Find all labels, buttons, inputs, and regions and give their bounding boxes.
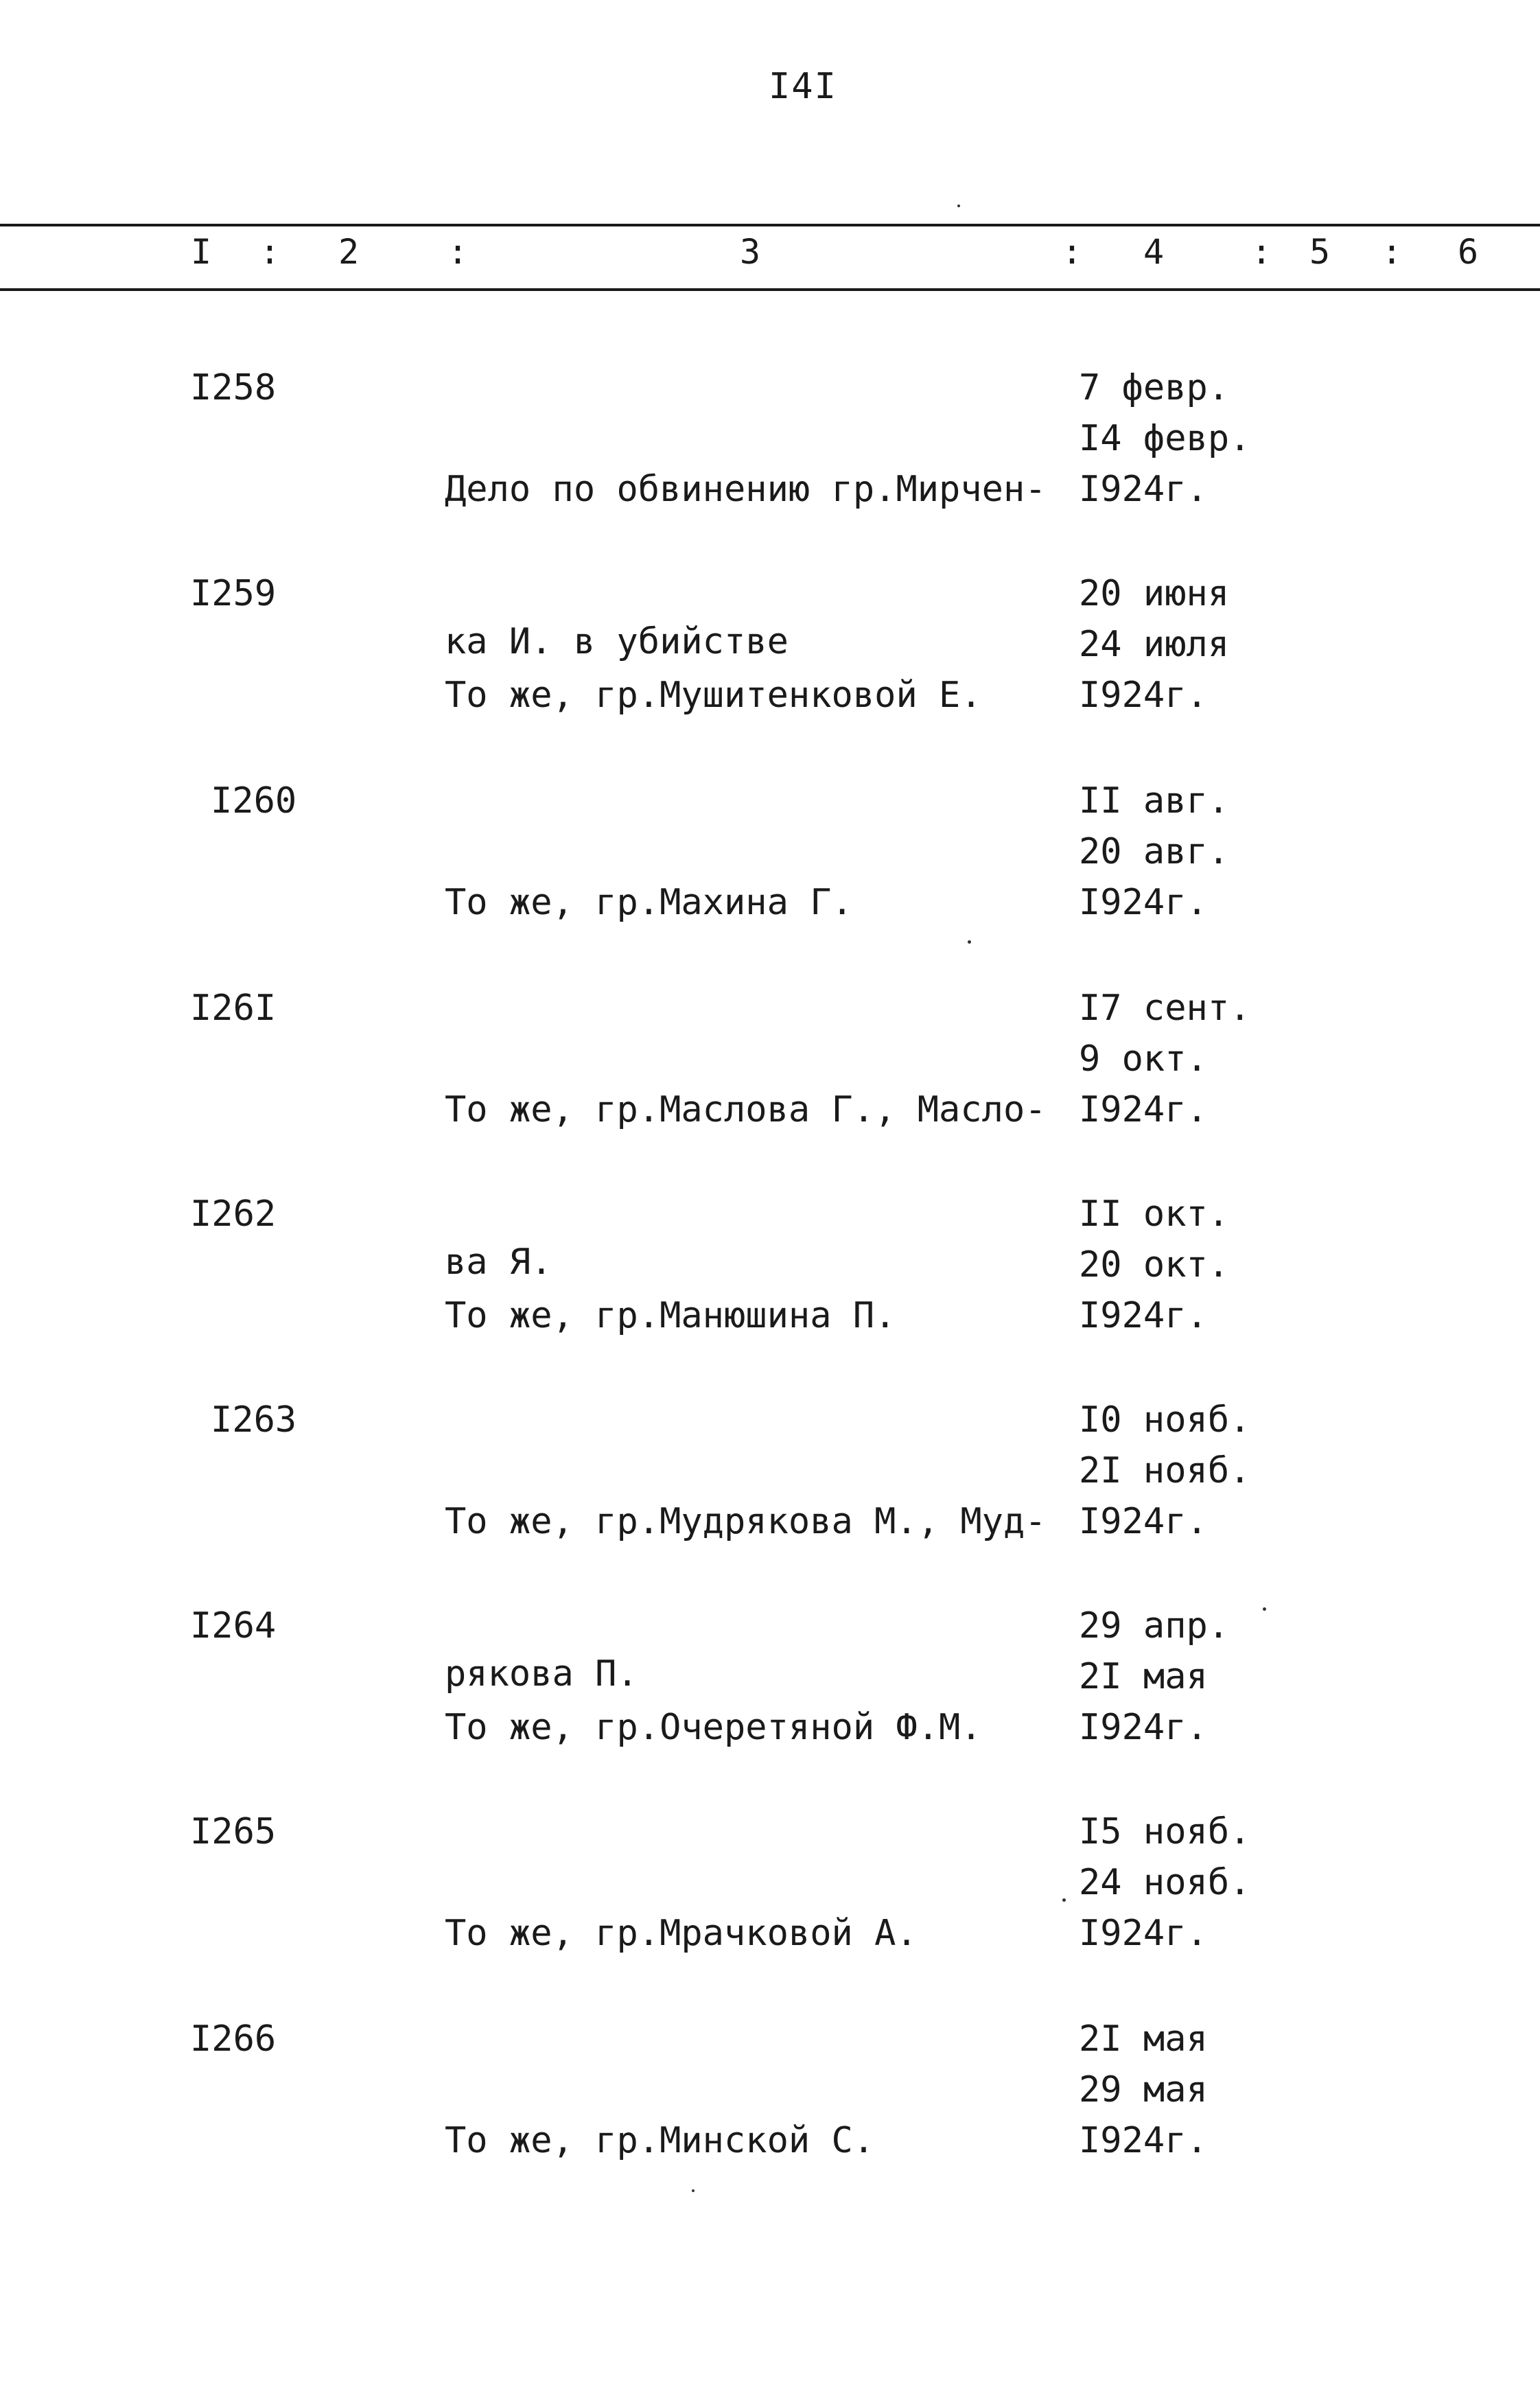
column-header-1: I [191,232,212,272]
date-start: 2I мая [1079,2018,1208,2060]
date-year: I924г. [1079,2120,1208,2161]
case-title-line: То же, гр.Очеретяной Ф.М. [445,1707,982,1748]
header-bottom-rule [0,288,1540,291]
header-top-rule [0,224,1540,226]
case-dates [1079,1189,1229,1341]
date-year: I924г. [1079,882,1208,923]
column-header-row [0,232,1540,284]
case-number: I262 [190,1194,277,1235]
case-title [445,2014,874,2369]
date-end: 24 нояб. [1079,1862,1251,1903]
case-title-line: ка И. в убийстве [445,621,789,662]
scan-speck [1263,1607,1266,1611]
table-row [0,2014,1540,2206]
date-start: II авг. [1079,780,1230,822]
date-year: I924г. [1079,1089,1208,1130]
date-start: I7 сент. [1079,988,1251,1029]
date-end: 29 мая [1079,2069,1208,2110]
table-row [0,1189,1540,1381]
column-separator: : [1062,232,1083,272]
case-number: I260 [211,780,297,822]
date-year: I924г. [1079,1913,1208,1954]
date-start: I5 нояб. [1079,1811,1251,1852]
date-year: I924г. [1079,675,1208,716]
case-dates [1079,1395,1250,1547]
case-number: I258 [190,367,277,408]
case-dates [1079,1600,1229,1753]
date-end: 20 авг. [1079,831,1230,872]
column-separator: : [447,232,469,272]
scan-speck [1062,1898,1066,1902]
case-number: I26I [190,988,277,1029]
case-title-line: То же, гр.Маслова Г., Масло- [445,1089,1047,1130]
date-start: 29 апр. [1079,1605,1230,1646]
case-dates [1079,362,1250,515]
date-end: 9 окт. [1079,1038,1208,1080]
date-year: I924г. [1079,469,1208,510]
date-end: 24 июля [1079,624,1230,665]
case-dates [1079,568,1229,721]
case-title-line: То же, гр.Махина Г. [445,882,853,923]
case-dates [1079,1806,1250,1959]
scan-speck [957,205,960,207]
date-start: 7 февр. [1079,367,1230,408]
date-year: I924г. [1079,1501,1208,1542]
scan-speck [968,940,971,944]
table-row [0,776,1540,968]
date-year: I924г. [1079,1295,1208,1336]
case-number: I264 [190,1605,277,1646]
table-row [0,1600,1540,1793]
case-title-line: То же, гр.Мудрякова М., Муд- [445,1501,1047,1542]
case-title-line: То же, гр.Мрачковой А. [445,1913,918,1954]
column-header-6: 6 [1458,232,1479,272]
page-number: I4I [769,66,837,107]
case-dates [1079,983,1250,1135]
case-title-line: То же, гр.Манюшина П. [445,1295,896,1336]
case-title-line: Дело по обвинению гр.Мирчен- [445,469,1047,510]
date-year: I924г. [1079,1707,1208,1748]
column-header-4: 4 [1143,232,1165,272]
column-separator: : [1251,232,1272,272]
column-header-3: 3 [740,232,761,272]
case-number: I266 [190,2018,277,2060]
case-number: I265 [190,1811,277,1852]
table-row [0,568,1540,760]
column-separator: : [1381,232,1403,272]
table-row [0,1806,1540,1999]
date-end: 2I мая [1079,1656,1208,1697]
column-header-5: 5 [1309,232,1331,272]
case-number: I263 [211,1399,297,1441]
date-end: 2I нояб. [1079,1450,1251,1491]
case-title-line: То же, гр.Мушитенковой Е. [445,675,982,716]
date-end: 20 окт. [1079,1244,1230,1285]
column-separator: : [259,232,281,272]
case-dates [1079,2014,1208,2166]
case-title-line: рякова П. [445,1653,638,1695]
date-end: I4 февр. [1079,418,1251,459]
date-start: II окт. [1079,1194,1230,1235]
column-header-2: 2 [338,232,360,272]
case-title-line: ва Я. [445,1242,552,1283]
case-number: I259 [190,573,277,614]
date-start: 20 июня [1079,573,1230,614]
case-dates [1079,776,1229,928]
case-title-line: То же, гр.Минской С. [445,2120,875,2161]
scan-speck [692,2189,695,2192]
date-start: I0 нояб. [1079,1399,1251,1441]
